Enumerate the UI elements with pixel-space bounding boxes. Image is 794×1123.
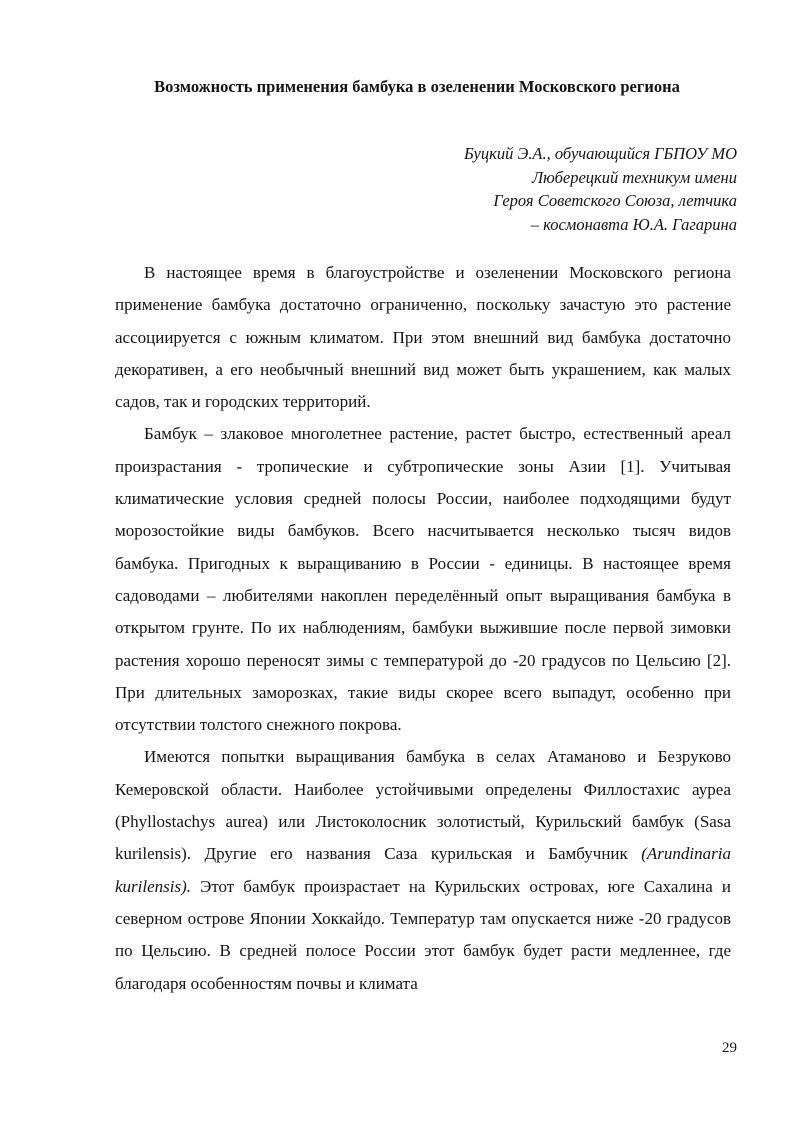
body-text xyxy=(115,257,731,1000)
paragraph-text-part: Этот бамбук произрастает на Курильских островах, юге Сахалина и северном острове Японии Хоккайдо. Температур там опускается ниже -20 градусов по Цельсию. В средней полосе России этот бамбук будет расти медленнее, где благодаря особенностям почвы и климата xyxy=(115,876,731,993)
author-line: Буцкий Э.А., обучающийся ГБПОУ МО xyxy=(464,144,737,163)
document-title: Возможность применения бамбука в озеленении Московского региона xyxy=(154,77,680,96)
author-line: – космонавта Ю.А. Гагарина xyxy=(530,214,737,234)
species-latin-name: (Arundinaria kurilensis). xyxy=(115,844,731,896)
paragraph-bamboo-description: Бамбук – злаковое многолетнее растение, растет быстро, естественный ареал произрастания - тропические и субтропические зоны Азии [1]. Учитывая климатические условия средней полосы России, наиболее подходящими будут морозостойкие виды бамбуков. Всего насчитывается несколько тысяч видов бамбука. Пригодных к выращиванию в России - единицы. В настоящее время садоводами – любителями накоплен переделённый опыт выращивания бамбука в открытом грунте. По их наблюдениям, бамбуки выжившие после первой зимовки растения хорошо переносят зимы с температурой до -20 градусов по Цельсию [2]. При длительных заморозках, такие виды скорее всего выпадут, особенно при отсутствии толстого снежного покрова. xyxy=(115,424,731,735)
author-line: Героя Советского Союза, летчика xyxy=(493,191,737,210)
page-number: 29 xyxy=(722,1040,737,1056)
author-line: Люберецкий техникум имени xyxy=(532,167,737,187)
paragraph-cultivation-attempts xyxy=(115,741,731,999)
author-affiliation xyxy=(464,142,737,236)
paragraph-text-part: Имеются попытки выращивания бамбука в селах Атаманово и Безруково Кемеровской области. Наиболее устойчивыми определены Филлостахис ауреа (Phyllostachys aurea) или Листоколосник золотистый, Курильский бамбук (Sasa kurilensis). Другие его названия Саза курильская и Бамбучник xyxy=(115,747,731,864)
paragraph-intro: В настоящее время в благоустройстве и озеленении Московского региона применение бамбука достаточно ограниченно, поскольку зачастую это растение ассоциируется с южным климатом. При этом внешний вид бамбука достаточно декоративен, а его необычный внешний вид может быть украшением, как малых садов, так и городских территорий. xyxy=(115,263,731,412)
